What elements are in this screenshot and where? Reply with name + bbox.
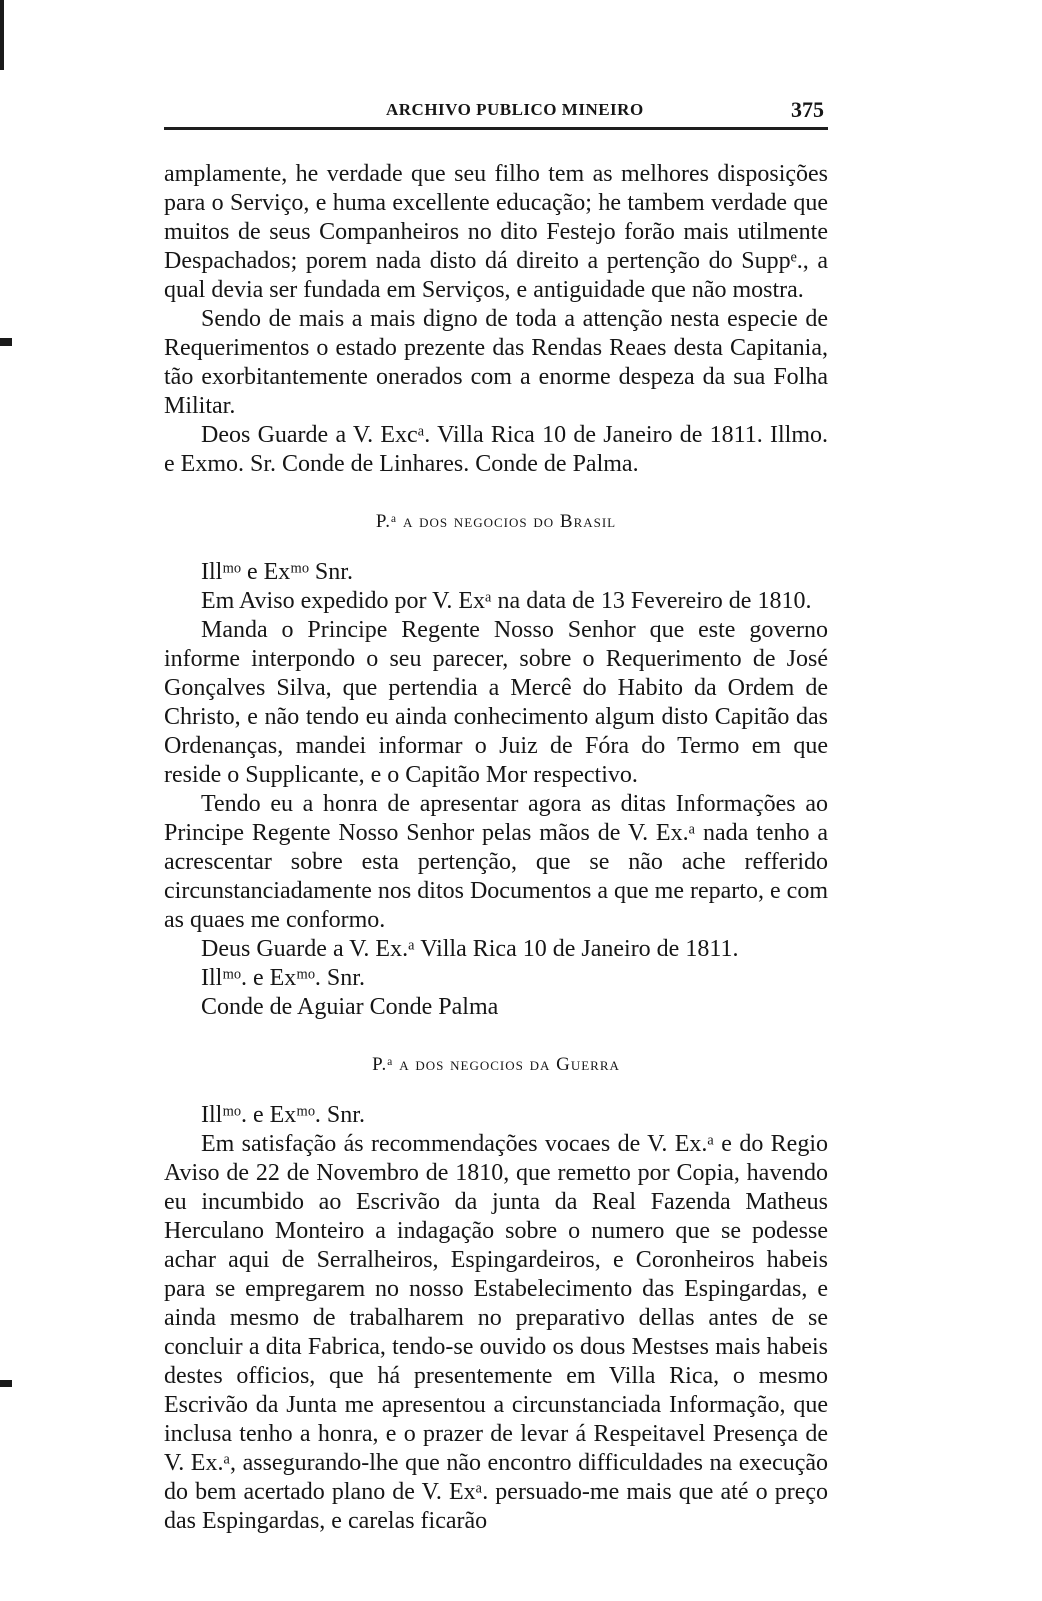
page-number: 375 — [791, 97, 824, 122]
document-body — [164, 160, 828, 1536]
closing-line: Deus Guarde a V. Ex.ᵃ Villa Rica 10 de Janeiro de 1811. — [201, 936, 739, 962]
scan-margin-mark — [0, 1380, 12, 1387]
paragraph: amplamente, he verdade que seu filho tem as melhores disposições para o Serviço, e huma excellente educação; he tambem verdade que muitos de seus Companheiros no dito Festejo forão mais utilmente Despachados; porem nada disto dá direito a pertenção do Suppᵉ., a qual devia ser fundada em Serviços, e antiguidade que não mostra. — [164, 161, 828, 303]
paragraph: Tendo eu a honra de apresentar agora as ditas Informações ao Principe Regente Nosso Senhor pelas mãos de V. Ex.ᵃ nada tenho a acrescentar sobre esta pertenção, que se não ache refferido circunstanciadamente nos ditos Documentos a que me reparto, e com as quaes me conformo. — [164, 791, 828, 933]
paragraph: Em Aviso expedido por V. Exᵃ na data de 13 Fevereiro de 1810. — [201, 588, 812, 614]
running-title: ARCHIVO PUBLICO MINEIRO — [386, 100, 644, 119]
paragraph: Sendo de mais a mais digno de toda a attenção nesta especie de Requerimentos o estado prezente das Rendas Reaes desta Capitania, tão exorbitantemente onerados com a enorme despeza da sua Folha Militar. — [164, 306, 828, 419]
scan-margin-mark — [0, 0, 4, 70]
salutation: Illᵐᵒ e Exᵐᵒ Snr. — [201, 559, 353, 585]
paragraph: Manda o Principe Regente Nosso Senhor que este governo informe interpondo o seu parecer, sobre o Requerimento de José Gonçalves Silva, que pertendia a Mercê do Habito da Ordem de Christo, e não tendo eu ainda conhecimento algum disto Capitão das Ordenanças, mandei informar o Juiz de Fóra do Termo em que reside o Supplicante, e o Capitão Mor respectivo. — [164, 617, 828, 788]
signature-line: Conde de Aguiar Conde Palma — [201, 994, 499, 1020]
scan-margin-mark — [0, 338, 12, 346]
page-header — [164, 96, 828, 130]
salutation: Illᵐᵒ. e Exᵐᵒ. Snr. — [201, 1102, 365, 1128]
paragraph: Deos Guarde a V. Excᵃ. Villa Rica 10 de Janeiro de 1811. Illmo. e Exmo. Sr. Conde de Linhares. Conde de Palma. — [164, 422, 828, 477]
section-heading: P.ᵃ a dos negocios da Guerra — [372, 1054, 620, 1075]
closing-line: Illᵐᵒ. e Exᵐᵒ. Snr. — [201, 965, 365, 991]
paragraph: Em satisfação ás recommendações vocaes de V. Ex.ᵃ e do Regio Aviso de 22 de Novembro de 1810, que remetto por Copia, havendo eu incumbido ao Escrivão da junta da Real Fazenda Matheus Herculano Monteiro a indagação sobre o numero que se podesse achar aqui de Serralheiros, Espingardeiros, e Coronheiros habeis para se empregarem no nosso Estabelecimento das Espingardas, e ainda mesmo de trabalharem no preparativo dellas antes de se concluir a dita Fabrica, tendo-se ouvido os dous Mestses mais habeis destes officios, que há presentemente em Villa Rica, o mesmo Escrivão da Junta me apresentou a circunstanciada Informação, que inclusa tenho a honra, e o prazer de levar á Respeitavel Presença de V. Ex.ᵃ, assegurando-lhe que não encontro difficuldades na execução do bem acertado plano de V. Exᵃ. persuado-me mais que até o preço das Espingardas, e carelas ficarão — [164, 1131, 828, 1534]
header-rule — [164, 127, 828, 130]
section-heading: P.ᵃ a dos negocios do Brasil — [375, 511, 617, 532]
